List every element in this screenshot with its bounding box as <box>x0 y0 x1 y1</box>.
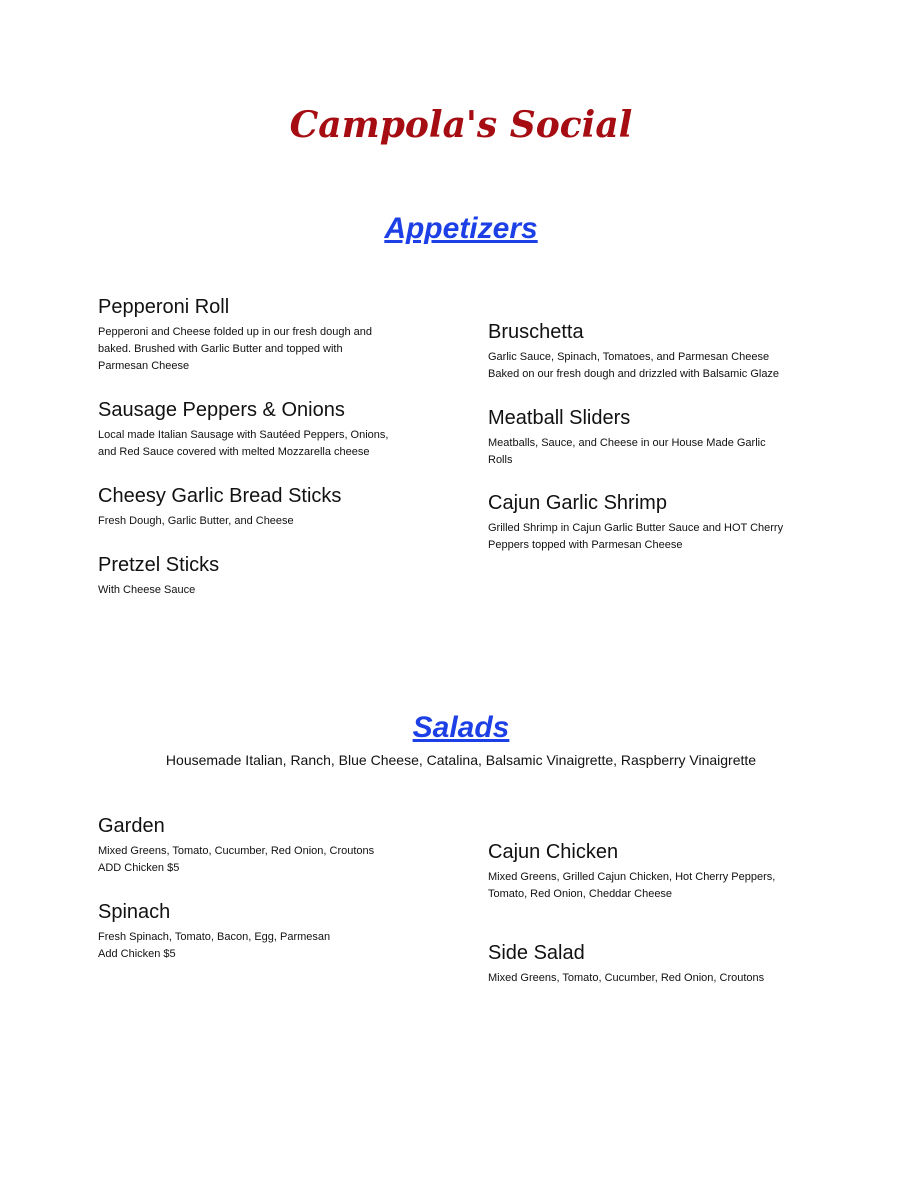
item-description: With Cheese Sauce <box>98 584 196 596</box>
item-name: Cajun Chicken <box>488 841 619 863</box>
menu-item <box>488 941 828 987</box>
menu-item <box>98 398 438 461</box>
menu-item <box>488 491 828 554</box>
item-description: Mixed Greens, Tomato, Cucumber, Red Onion, Croutons <box>488 972 765 984</box>
item-name: Meatball Sliders <box>488 407 631 429</box>
menu-item <box>98 553 438 599</box>
item-description: Fresh Spinach, Tomato, Bacon, Egg, Parmesan Add Chicken $5 <box>98 931 331 960</box>
item-description: Fresh Dough, Garlic Butter, and Cheese <box>98 515 294 527</box>
menu-item <box>488 406 828 469</box>
item-name: Cheesy Garlic Bread Sticks <box>98 485 342 507</box>
item-description: Garlic Sauce, Spinach, Tomatoes, and Parmesan Cheese Baked on our fresh dough and drizzled with Balsamic Glaze <box>488 351 780 380</box>
item-description: Grilled Shrimp in Cajun Garlic Butter Sauce and HOT Cherry Peppers topped with Parmesan Cheese <box>488 522 784 551</box>
item-description: Mixed Greens, Grilled Cajun Chicken, Hot Cherry Peppers, Tomato, Red Onion, Cheddar Cheese <box>488 871 776 900</box>
menu-item <box>98 484 438 530</box>
restaurant-title: Campola's Social <box>289 104 633 146</box>
item-description: Pepperoni and Cheese folded up in our fresh dough and baked. Brushed with Garlic Butter and topped with Parmesan Cheese <box>98 326 372 372</box>
salads-heading-link[interactable]: Salads <box>412 711 510 744</box>
item-name: Bruschetta <box>488 321 584 343</box>
menu-item <box>488 840 828 903</box>
menu-item <box>98 900 438 963</box>
item-name: Sausage Peppers & Onions <box>98 399 345 421</box>
dressings-list: Housemade Italian, Ranch, Blue Cheese, Catalina, Balsamic Vinaigrette, Raspberry Vinaigrette <box>165 752 757 768</box>
item-name: Pepperoni Roll <box>98 296 230 318</box>
appetizers-heading-link[interactable]: Appetizers <box>384 212 538 245</box>
menu-item <box>488 320 828 383</box>
menu-item <box>98 814 438 877</box>
item-description: Meatballs, Sauce, and Cheese in our House Made Garlic Rolls <box>488 437 766 466</box>
menu-item <box>98 295 438 375</box>
item-name: Spinach <box>98 901 171 923</box>
item-name: Pretzel Sticks <box>98 554 220 576</box>
item-name: Cajun Garlic Shrimp <box>488 492 667 514</box>
item-description: Mixed Greens, Tomato, Cucumber, Red Onion, Croutons ADD Chicken $5 <box>98 845 375 874</box>
item-description: Local made Italian Sausage with Sautéed Peppers, Onions, and Red Sauce covered with melted Mozzarella cheese <box>98 429 389 458</box>
item-name: Garden <box>98 815 165 837</box>
item-name: Side Salad <box>488 942 585 964</box>
